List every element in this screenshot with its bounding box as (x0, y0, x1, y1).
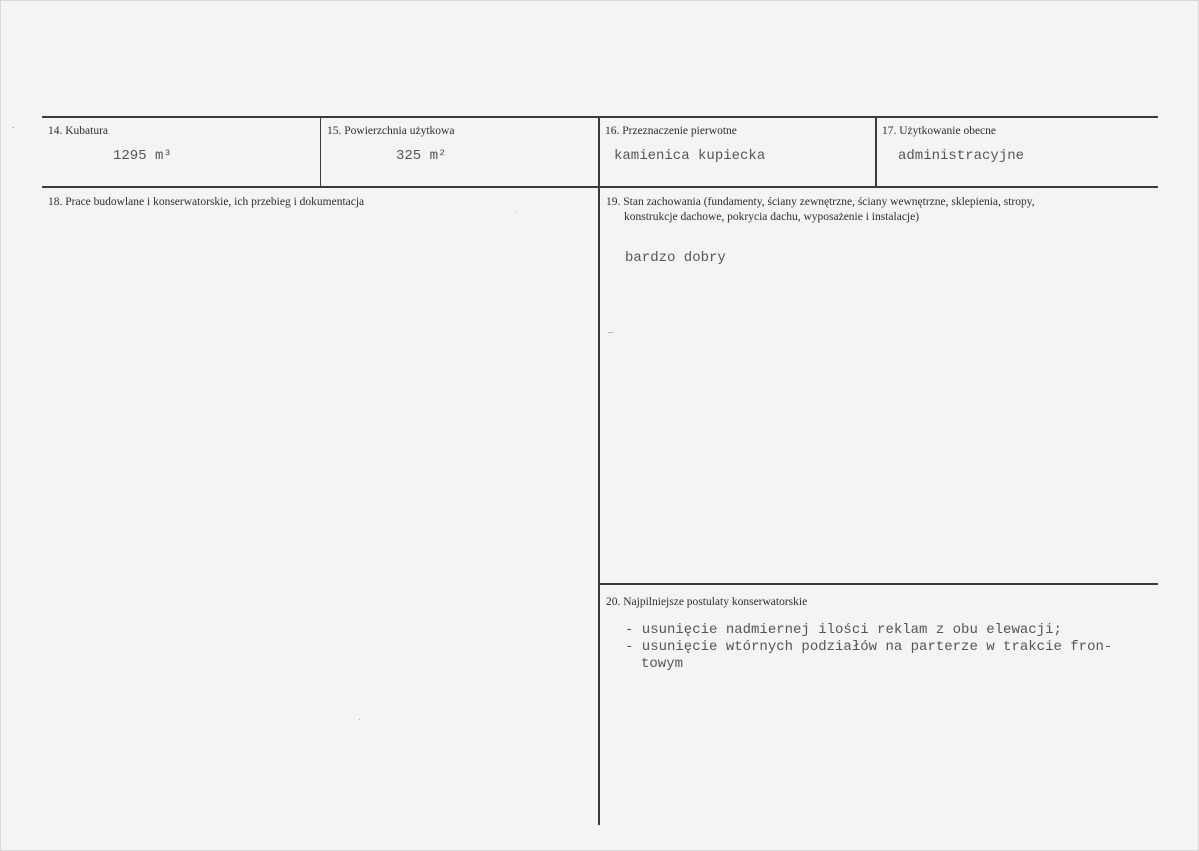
field-20-line-1: - usunięcie nadmiernej ilości reklam z obu elewacji; (625, 622, 1062, 638)
field-15-label: 15. Powierzchnia użytkowa (327, 125, 455, 137)
field-16-value: kamienica kupiecka (614, 148, 766, 164)
paper-speck (359, 719, 360, 720)
field-20-line-2: - usunięcie wtórnych podziałów na parterze w trakcie fron- (625, 639, 1113, 655)
paper-speck (12, 127, 14, 128)
paper-speck (608, 332, 613, 333)
field-19-label-line1: 19. Stan zachowania (fundamenty, ściany zewnętrzne, ściany wewnętrzne, sklepienia, stropy, (606, 196, 1035, 208)
field-17-value: administracyjne (898, 148, 1025, 164)
field-19-label-line2: konstrukcje dachowe, pokrycia dachu, wyposażenie i instalacje) (624, 211, 920, 223)
divider-center (598, 117, 600, 825)
field-17-label: 17. Użytkowanie obecne (882, 125, 997, 137)
field-15-value: 325 m² (396, 148, 447, 164)
field-14-label: 14. Kubatura (48, 125, 109, 137)
divider-16-17 (875, 117, 877, 187)
second-rule (42, 186, 1158, 188)
top-rule (42, 116, 1158, 118)
field-20-line-3: towym (641, 656, 684, 672)
field-19-value: bardzo dobry (625, 250, 726, 266)
paper-speck (515, 212, 516, 213)
field-20-label: 20. Najpilniejsze postulaty konserwatorskie (606, 596, 808, 608)
field-18-label: 18. Prace budowlane i konserwatorskie, ich przebieg i dokumentacja (48, 196, 365, 208)
field-14-value: 1295 m³ (113, 148, 172, 164)
section-20-rule (598, 583, 1158, 585)
field-16-label: 16. Przeznaczenie pierwotne (605, 125, 737, 137)
divider-14-15 (320, 117, 321, 187)
